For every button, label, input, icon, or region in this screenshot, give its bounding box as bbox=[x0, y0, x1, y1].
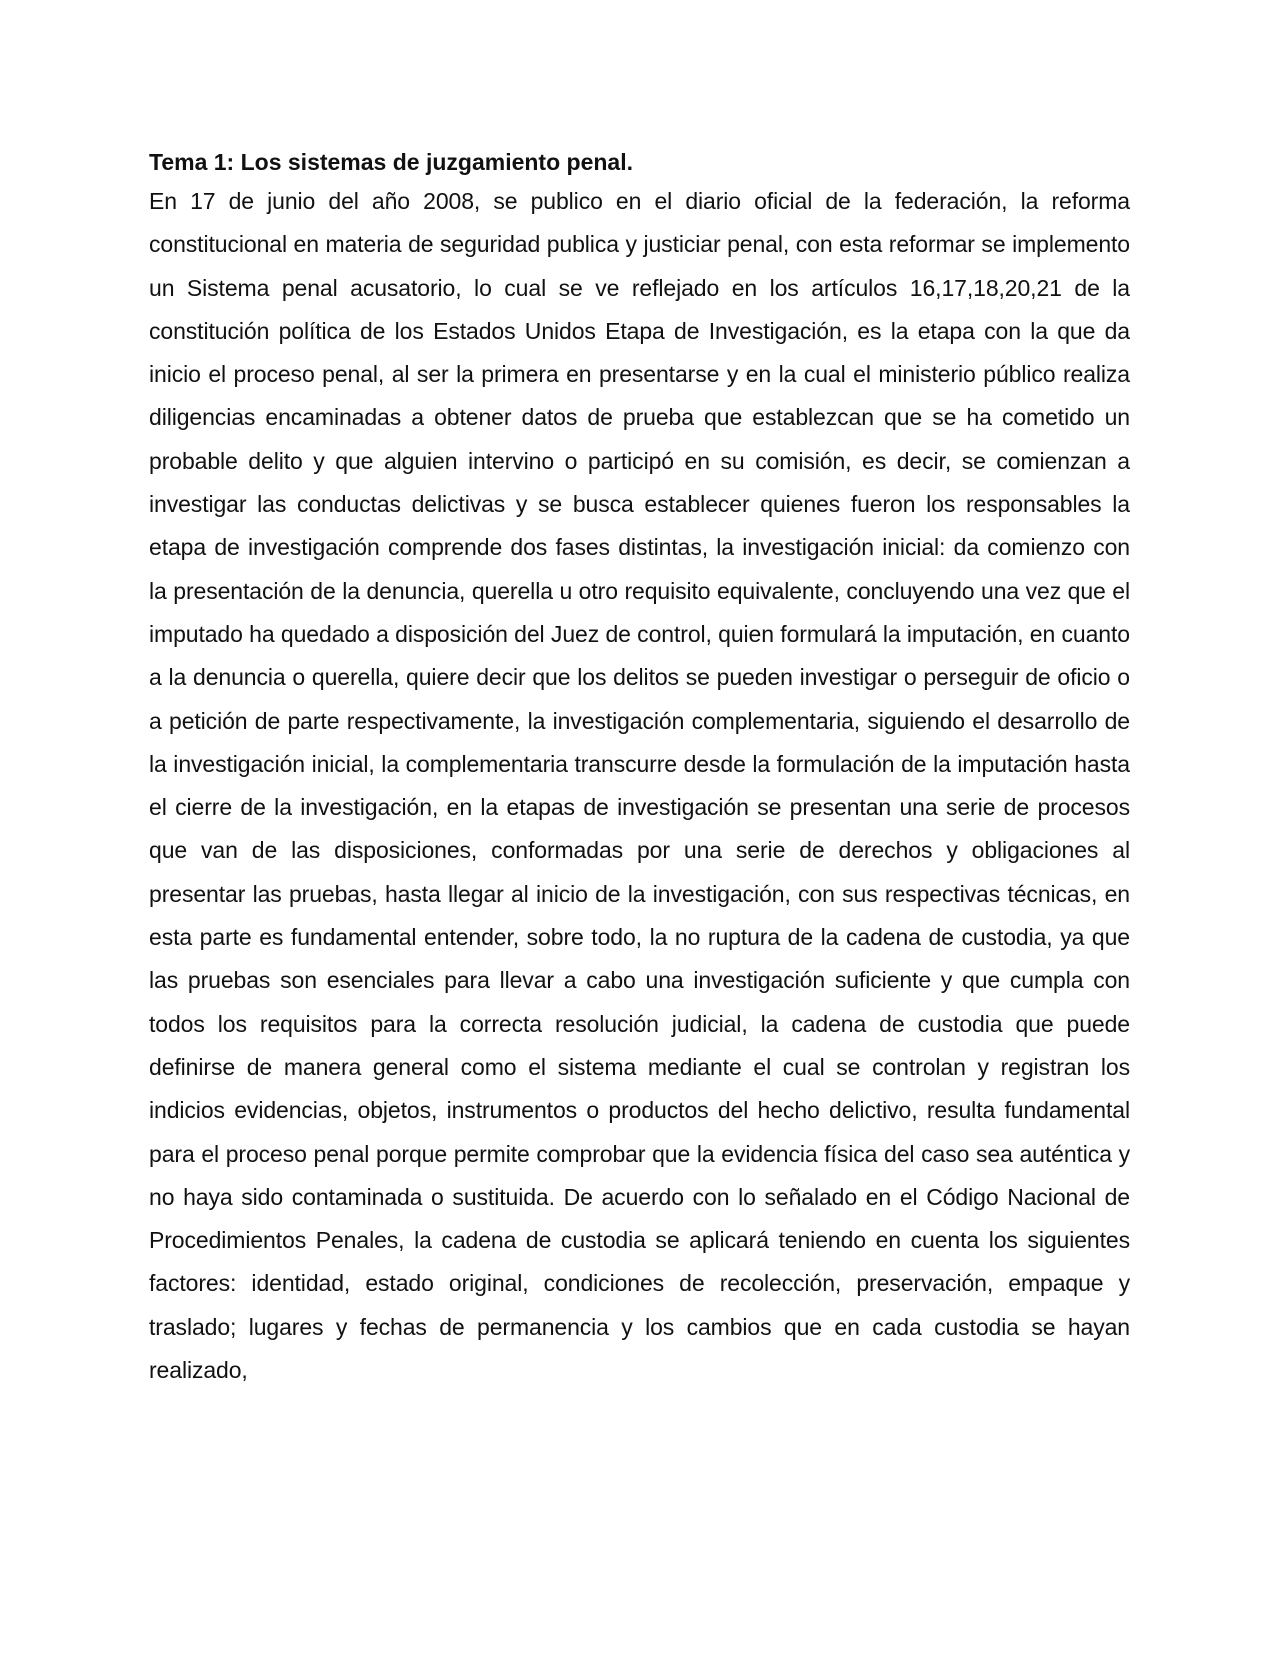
document-content bbox=[149, 144, 1130, 1392]
document-title: Tema 1: Los sistemas de juzgamiento penal. bbox=[149, 149, 633, 175]
document-paragraph: En 17 de junio del año 2008, se publico en el diario oficial de la federación, la reforma constitucional en materia de seguridad publica y justiciar penal, con esta reformar se implemento un Sistema penal acusatorio, lo cual se ve reflejado en los artículos 16,17,18,20,21 de la constitución política de los Estados Unidos Etapa de Investigación, es la etapa con la que da inicio el proceso penal, al ser la primera en presentarse y en la cual el ministerio público realiza diligencias encaminadas a obtener datos de prueba que establezcan que se ha cometido un probable delito y que alguien intervino o participó en su comisión, es decir, se comienzan a investigar las conductas delictivas y se busca establecer quienes fueron los responsables la etapa de investigación comprende dos fases distintas, la investigación inicial: da comienzo con la presentación de la denuncia, querella u otro requisito equivalente, concluyendo una vez que el imputado ha quedado a disposición del Juez de control, quien formulará la imputación, en cuanto a la denuncia o querella, quiere decir que los delitos se pueden investigar o perseguir de oficio o a petición de parte respectivamente, la investigación complementaria, siguiendo el desarrollo de la investigación inicial, la complementaria transcurre desde la formulación de la imputación hasta el cierre de la investigación, en la etapas de investigación se presentan una serie de procesos que van de las disposiciones, conformadas por una serie de derechos y obligaciones al presentar las pruebas, hasta llegar al inicio de la investigación, con sus respectivas técnicas, en esta parte es fundamental entender, sobre todo, la no ruptura de la cadena de custodia, ya que las pruebas son esenciales para llevar a cabo una investigación suficiente y que cumpla con todos los requisitos para la correcta resolución judicial, la cadena de custodia que puede definirse de manera general como el sistema mediante el cual se controlan y registran los indicios evidencias, objetos, instrumentos o productos del hecho delictivo, resulta fundamental para el proceso penal porque permite comprobar que la evidencia física del caso sea auténtica y no haya sido contaminada o sustituida. De acuerdo con lo señalado en el Código Nacional de Procedimientos Penales, la cadena de custodia se aplicará teniendo en cuenta los siguientes factores: identidad, estado original, condiciones de recolección, preservación, empaque y traslado; lugares y fechas de permanencia y los cambios que en cada custodia se hayan realizado, bbox=[149, 188, 1130, 1384]
